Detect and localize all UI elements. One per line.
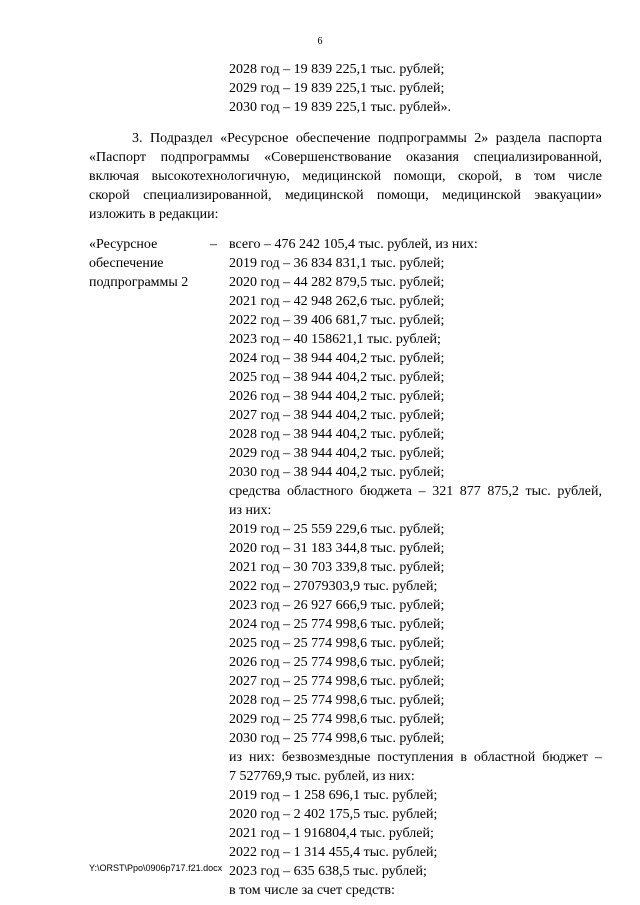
year-line: 2021 год – 42 948 262,6 тыс. рублей; (229, 294, 445, 309)
label-line: «Ресурсное (89, 237, 158, 252)
year-line: 2020 год – 44 282 879,5 тыс. рублей; (229, 275, 445, 290)
year-line: 2029 год – 38 944 404,2 тыс. рублей; (229, 446, 445, 461)
paragraph-line: скорой специализированной, медицинской помощи, медицинской эвакуации» (89, 188, 602, 203)
paragraph-line: «Паспорт подпрограммы «Совершенствование оказания специализированной, (89, 150, 602, 165)
file-path-footer: Y:\ORST\Ppo\0906p717.f21.docx (89, 863, 223, 873)
regional-budget-line: средства областного бюджета – 321 877 875,2 тыс. рублей, (229, 484, 602, 499)
year-line: 2029 год – 19 839 225,1 тыс. рублей; (229, 81, 445, 96)
year-line: 2028 год – 19 839 225,1 тыс. рублей; (229, 62, 445, 77)
total-line: всего – 476 242 105,4 тыс. рублей, из них: (229, 237, 478, 252)
year-line: 2029 год – 25 774 998,6 тыс. рублей; (229, 712, 445, 727)
paragraph-line: 3. Подраздел «Ресурсное обеспечение подпрограммы 2» раздела паспорта (132, 131, 602, 146)
gratuitous-receipts-line: из них: безвозмездные поступления в областной бюджет – (229, 750, 602, 765)
year-line: 2026 год – 25 774 998,6 тыс. рублей; (229, 655, 445, 670)
paragraph-line: включая высокотехнологичную, медицинской помощи, скорой, в том числе (89, 169, 602, 184)
year-line: 2024 год – 38 944 404,2 тыс. рублей; (229, 351, 445, 366)
continued-years-list (229, 60, 451, 117)
year-line: 2020 год – 2 402 175,5 тыс. рублей; (229, 807, 438, 822)
year-line: 2027 год – 38 944 404,2 тыс. рублей; (229, 408, 445, 423)
year-line: 2025 год – 25 774 998,6 тыс. рублей; (229, 636, 445, 651)
separator-dash: – (210, 237, 217, 252)
year-line: 2023 год – 635 638,5 тыс. рублей; (229, 864, 427, 879)
amendment-paragraph (89, 129, 602, 224)
year-line: 2030 год – 19 839 225,1 тыс. рублей». (229, 100, 451, 115)
year-line: 2022 год – 1 314 455,4 тыс. рублей; (229, 845, 438, 860)
including-line: в том числе за счет средств: (229, 883, 395, 898)
gratuitous-receipts-line: 7 527769,9 тыс. рублей, из них: (229, 769, 415, 784)
label-line: подпрограммы 2 (89, 275, 189, 290)
year-line: 2025 год – 38 944 404,2 тыс. рублей; (229, 370, 445, 385)
year-line: 2027 год – 25 774 998,6 тыс. рублей; (229, 674, 445, 689)
page-number: 6 (317, 36, 323, 47)
regional-budget-line: из них: (229, 503, 272, 518)
regional-years-list (229, 520, 602, 748)
year-line: 2028 год – 25 774 998,6 тыс. рублей; (229, 693, 445, 708)
year-line: 2019 год – 36 834 831,1 тыс. рублей; (229, 256, 445, 271)
year-line: 2020 год – 31 183 344,8 тыс. рублей; (229, 541, 445, 556)
year-line: 2019 год – 1 258 696,1 тыс. рублей; (229, 788, 438, 803)
year-line: 2024 год – 25 774 998,6 тыс. рублей; (229, 617, 445, 632)
year-line: 2019 год – 25 559 229,6 тыс. рублей; (229, 522, 445, 537)
year-line: 2023 год – 40 158621,1 тыс. рублей; (229, 332, 441, 347)
year-line: 2022 год – 27079303,9 тыс. рублей; (229, 579, 438, 594)
year-line: 2030 год – 25 774 998,6 тыс. рублей; (229, 731, 445, 746)
year-line: 2023 год – 26 927 666,9 тыс. рублей; (229, 598, 445, 613)
funding-details (229, 235, 602, 900)
section-label (89, 235, 209, 292)
year-line: 2022 год – 39 406 681,7 тыс. рублей; (229, 313, 445, 328)
paragraph-line: изложить в редакции: (89, 207, 219, 222)
label-line: обеспечение (89, 256, 164, 271)
year-line: 2030 год – 38 944 404,2 тыс. рублей; (229, 465, 445, 480)
year-line: 2026 год – 38 944 404,2 тыс. рублей; (229, 389, 445, 404)
year-line: 2021 год – 1 916804,4 тыс. рублей; (229, 826, 434, 841)
year-line: 2028 год – 38 944 404,2 тыс. рублей; (229, 427, 445, 442)
year-line: 2021 год – 30 703 339,8 тыс. рублей; (229, 560, 445, 575)
total-years-list (229, 254, 602, 482)
gratuitous-years-list (229, 786, 602, 881)
